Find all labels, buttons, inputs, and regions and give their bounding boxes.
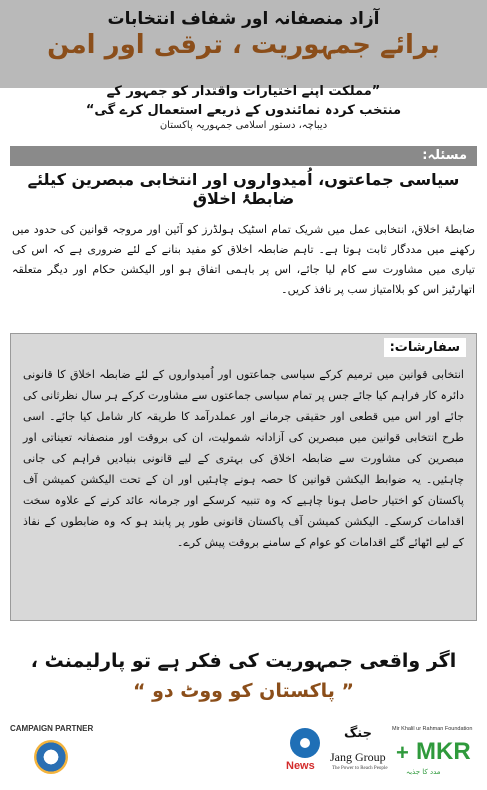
jang-group-logo bbox=[330, 726, 388, 782]
geo-mark-icon bbox=[290, 728, 320, 758]
intro-paragraph: ضابطۂ اخلاق، انتخابی عمل میں شریک تمام اسٹیک ہولڈرز کو آئین اور مروجہ قوانین کی حدود میں رکھنے میں مددگار ثابت ہوتا ہے۔ تاہم ضابطہ اخلاق کو مفید بنانے کے لئے ضروری ہے کہ اس کی تیاری میں مشاورت سے کام لیا جائے، اس پر باہمی اتفاق ہو اور الیکشن حکام اور دیگر متعلقہ اتھارٹیز اس کو بلاامتیاز سب پر نافذ کریں۔ bbox=[12, 223, 475, 296]
closing-line-1: اگر واقعی جمہوریت کی فکر ہے تو پارلیمنٹ ، bbox=[30, 650, 457, 672]
mkr-plus-icon: + bbox=[396, 740, 409, 765]
mkr-wordmark: MKR bbox=[416, 738, 471, 765]
jang-group-name: Jang Group bbox=[330, 750, 386, 764]
issue-label: مسئلہ: bbox=[422, 148, 467, 163]
recommendations-box bbox=[10, 333, 477, 621]
recommendations-label: سفارشات: bbox=[384, 338, 466, 357]
jang-group-tagline: The Power to Reach People bbox=[332, 766, 388, 771]
campaign-partner-label: CAMPAIGN PARTNER bbox=[10, 724, 94, 733]
quote-source: دیباچہ، دستور اسلامی جمہوریہ پاکستان bbox=[159, 120, 328, 131]
constitution-quote-line-2: منتخب کردہ نمائندوں کے ذریعے استعمال کرے گی“ bbox=[85, 103, 402, 118]
closing-line-2: ” پاکستان کو ووٹ دو “ bbox=[132, 680, 355, 702]
header-top-title: آزاد منصفانہ اور شفاف انتخابات bbox=[107, 9, 380, 29]
jang-urdu-wordmark: جنگ bbox=[344, 726, 372, 741]
recommendations-text: انتخابی قوانین میں ترمیم کرکے سیاسی جماعتوں اور اُمیدواروں کے لئے ضابطہ اخلاق کا قانونی دائرہ کار فراہم کیا جائے جس پر تمام سیاسی جماعتوں سے مشاورت کرکے ہر سال نظرثانی کی جائے اور اس میں قطعی اور حقیقی جرمانے اور عملدرآمد کا طریقہ کار شامل کیا جائے۔ اسی طرح انتخابی قوانین میں مبصرین کی آزادانہ شمولیت، ان کی بروقت اور منصفانہ تعیناتی اور مبصرین کی مشاورت سے ضابطہ اخلاق کی بہتری کے لیے قانونی بنیادیں فراہم کی جانی چاہئیں۔ یہ ضوابط الیکشن قوانین کا حصہ ہونے چاہئیں اور ان کے تحت الیکشن کمیشن آف پاکستان کو اختیار حاصل ہونا چاہیے کہ وہ تنبیہ کرسکے اور جرمانہ عائد کرنے کے علاوہ سخت اقدامات کرسکے۔ الیکشن کمیشن آف پاکستان قانونی طور پر پابند ہو کہ وہ ضابطوں کے نفاذ کے لیے اٹھائے گئے اقدامات کو عوام کے سامنے بروقت پیش کرے۔ bbox=[23, 368, 464, 549]
mkr-foundation-name: Mir Khalil ur Rahman Foundation bbox=[392, 726, 473, 732]
issue-bar bbox=[10, 146, 477, 166]
mkr-urdu-tagline: مدد کا جذبہ bbox=[406, 768, 441, 776]
mkr-foundation-logo bbox=[392, 726, 482, 782]
geo-news-label: News bbox=[286, 760, 315, 772]
geo-news-logo bbox=[282, 726, 328, 782]
campaign-partner-logo bbox=[34, 740, 68, 774]
constitution-quote-line-1: ”مملکت اپنے اختیارات واقتدار کو جمہور کے bbox=[106, 84, 381, 99]
issue-title: سیاسی جماعتوں، اُمیدواروں اور انتخابی مبصرین کیلئے ضابطۂ اخلاق bbox=[27, 170, 460, 208]
header-slogan: برائے جمہوریت ، ترقی اور امن bbox=[47, 30, 440, 60]
